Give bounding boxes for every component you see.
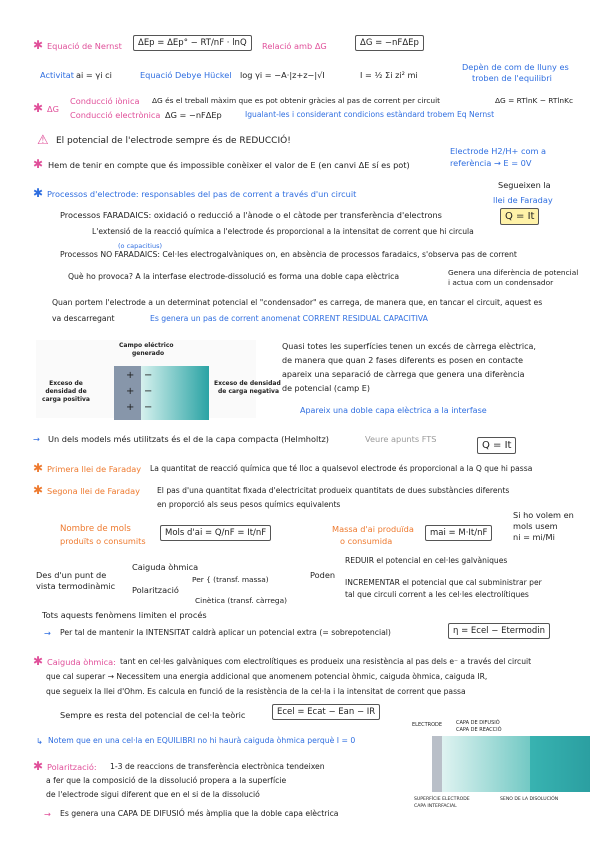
faraday2-text-1: El pas d'una quantitat fixada d'electricitat produeix quantitats de dues substàncies diferents: [157, 486, 510, 495]
star-icon: ✱: [33, 759, 44, 773]
minus-sign: −: [144, 402, 153, 413]
activitat-note-1: Depèn de com de lluny es: [462, 62, 569, 72]
dg-electronica: Conducció electrònica: [70, 110, 161, 120]
massa-label-2: o consumida: [340, 536, 393, 546]
star-icon: ✱: [33, 654, 44, 668]
fig1-text-3: apareix una separació de càrrega que genera una diferència: [282, 370, 525, 379]
provoca-result-2: i actua com un condensador: [448, 278, 554, 287]
punts-per: Per { (transf. massa): [192, 575, 269, 584]
star-icon: ✱: [33, 461, 44, 475]
star-icon: ✱: [33, 101, 44, 115]
plus-sign: +: [126, 402, 135, 413]
dg-label: ΔG: [47, 104, 59, 114]
caiguda-text-5: Notem que en una cel·la en EQUILIBRI no hi haurà caiguda òhmica perquè I = 0: [48, 736, 356, 745]
processos-nofaradaics: Processos NO FARADAICS: Cel·les electrogalvàniques on, en absència de processos faradaics, s'observa pas de corrent: [60, 250, 517, 259]
si-note-3: ni = mi/Mi: [513, 532, 555, 542]
punts-poden: Poden: [310, 570, 336, 580]
dg-text-1: ΔG és el treball màxim que es pot obtenir gràcies al pas de corrent per circuit: [152, 96, 441, 105]
processos-faradaics: Processos FARADAICS: oxidació o reducció a l'ànode o el càtode per transferència d'electrons: [60, 210, 442, 220]
provoca-result-1: Genera una diferència de potencial: [448, 268, 579, 277]
arrow-icon: →: [44, 628, 51, 638]
massa-label-1: Massa d'ai produïda: [332, 524, 414, 534]
caiguda-text-1: tant en cel·les galvàniques com electrolítiques es produeix una resistència al pas dels e⁻ a través del circuit: [120, 657, 532, 666]
caiguda-text-4: Sempre es resta del potencial de cel·la teòric: [60, 710, 246, 720]
quan-text-3: Es genera un pas de corrent anomenat CORRENT RESIDUAL CAPACITIVA: [150, 314, 428, 323]
dg-formula-2: ΔG = −nFΔEp: [165, 110, 222, 120]
mols-label-2: produïts o consumits: [60, 536, 146, 546]
si-note-2: mols usem: [513, 521, 558, 531]
fig2-bottom-2: SENO DE LA DISOLUCIÓN: [500, 797, 559, 802]
fig2-bottom-1b: CAPA INTERFACIAL: [414, 804, 457, 809]
plus-sign: +: [126, 386, 135, 397]
diffusion-region: [442, 736, 530, 792]
dg-formula: ΔG = −nFΔEp: [355, 35, 424, 51]
arrow-icon: →: [33, 434, 40, 444]
massa-formula: mai = M·It/nF: [425, 525, 492, 541]
nernst-label: Equació de Nernst: [47, 41, 122, 51]
minus-sign: −: [144, 386, 153, 397]
bulk-region: [530, 736, 590, 792]
caiguda-text-2: que cal superar → Necessitem una energia addicional que anomenem potencial òhmic, caiguda òhmica, caiguda IR,: [46, 672, 488, 681]
tots-text-2: Per tal de mantenir la INTENSITAT caldrà aplicar un potencial extra (= sobrepotencial): [60, 628, 391, 637]
sobrepotencial-formula: η = Ecel − Etermodin: [448, 623, 550, 639]
punts-reduir: REDUIR el potencial en cel·les galvàniques: [345, 556, 508, 565]
nernst-relation: Relació amb ΔG: [262, 41, 327, 51]
fig1-text-4: de potencial (camp E): [282, 384, 370, 393]
punts-caiguda: Caiguda òhmica: [132, 562, 199, 572]
faraday1-label: Primera llei de Faraday: [47, 464, 142, 474]
fig2-capa-2: CAPA DE REACCIÓ: [456, 727, 502, 733]
faraday1-text: La quantitat de reacció química que té lloc a qualsevol electrode és proporcional a la Q que hi passa: [150, 464, 533, 473]
mols-label-1: Nombre de mols: [60, 524, 131, 534]
diffusion-layer-figure: [410, 714, 595, 814]
model-text: Un dels models més utilitzats és el de la capa compacta (Helmholtz): [48, 434, 329, 444]
figure-title-1: Campo eléctrico: [119, 342, 174, 349]
model-formula: Q = It: [477, 437, 516, 454]
star-icon: ✱: [33, 38, 44, 52]
quan-text-1: Quan portem l'electrode a un determinat potencial el "condensador" es carrega, de manera que, en tancar el circuit, aquest es: [52, 298, 543, 307]
processos-title: Processos d'electrode: responsables del pas de corrent a través d'un circuit: [47, 189, 357, 199]
arrow-icon: →: [44, 809, 51, 819]
debye-formula: log γi = −A·|z+z−|√I: [240, 70, 325, 80]
activitat-label: Activitat: [40, 70, 75, 80]
warning-icon: ⚠: [37, 133, 49, 148]
quan-text-2: va descarregant: [52, 314, 115, 323]
polaritzacio-label: Polarització:: [47, 762, 97, 772]
faraday-note-1: Segueixen la: [498, 180, 551, 190]
activitat-formula: ai = γi ci: [76, 70, 112, 80]
provoca-question: Què ho provoca? A la interfase electrode-dissolució es forma una doble capa elèctrica: [68, 272, 400, 281]
left-label-3: carga positiva: [42, 396, 90, 403]
fig2-capa-1: CAPA DE DIFUSIÓ: [456, 720, 500, 726]
dg-formula-1: ΔG = RTlnK − RTlnKc: [495, 96, 574, 105]
plus-sign: +: [126, 370, 135, 381]
right-label-2: de carga negativa: [218, 388, 280, 395]
faradaics-sub: L'extensió de la reacció química a l'electrode és proporcional a la intensitat de corrent que hi circula: [92, 227, 474, 236]
nernst-formula: ΔEp = ΔEp° − RT/nF · lnQ: [133, 35, 252, 51]
polaritzacio-text-2: a fer que la composició de la dissolució propera a la superfície: [46, 776, 287, 785]
dg-nernst-note: Igualant-les i considerant condicions estàndard trobem Eq Nernst: [245, 110, 495, 119]
mols-formula: Mols d'ai = Q/nF = It/nF: [160, 525, 271, 541]
punts-left-1: Des d'un punt de: [36, 570, 107, 580]
star-icon: ✱: [33, 483, 44, 497]
activitat-note-2: troben de l'equilibri: [472, 73, 552, 83]
punts-left-2: vista termodinàmic: [36, 581, 116, 591]
fig1-text-5: Apareix una doble capa elèctrica a la interfase: [300, 406, 487, 415]
tots-text-1: Tots aquests fenòmens limiten el procés: [42, 610, 207, 620]
polaritzacio-text-1: 1-3 de reaccions de transferència electrònica tendeixen: [110, 762, 325, 771]
capacitius-note: (o capacitius): [118, 242, 163, 250]
faraday2-text-2: en proporció als seus pesos químics equivalents: [157, 500, 341, 509]
dg-ionica: Conducció iònica: [70, 96, 140, 106]
debye-label: Equació Debye Hückel: [140, 70, 232, 80]
punts-incrementar-1: INCREMENTAR el potencial que cal subministrar per: [345, 578, 542, 587]
fig1-text-2: de manera que quan 2 fases diferents es posen en contacte: [282, 356, 524, 365]
left-label-2: densidad de: [45, 388, 87, 395]
punts-polaritzacio: Polarització: [132, 585, 179, 595]
ionic-strength: I = ½ Σi zi² mi: [360, 70, 418, 80]
caiguda-label: Caiguda òhmica:: [47, 657, 116, 667]
polaritzacio-text-3: de l'electrode sigui diferent que en el si de la dissolució: [46, 790, 260, 799]
fig2-electrode: ELECTRODE: [412, 722, 443, 728]
faraday2-label: Segona llei de Faraday: [47, 486, 140, 496]
caiguda-text-3: que segueix la llei d'Ohm. Es calcula en funció de la resistència de la cel·la i la intensitat de corrent que passa: [46, 687, 466, 696]
reference-1: Electrode H2/H+ com a: [450, 146, 547, 156]
star-icon: ✱: [33, 157, 44, 171]
electrode-bar: [432, 736, 442, 792]
minus-sign: −: [144, 370, 153, 381]
polaritzacio-text-4: Es genera una CAPA DE DIFUSIÓ més àmplia que la doble capa elèctrica: [60, 809, 339, 818]
si-note-1: Si ho volem en: [513, 510, 574, 520]
double-layer-figure: [36, 340, 281, 418]
left-label-1: Exceso de: [49, 380, 83, 387]
faradaics-formula: Q = It: [500, 208, 539, 225]
faraday-note-2: llei de Faraday: [493, 195, 553, 205]
model-gray: Veure apunts FTS: [365, 434, 437, 444]
punts-incrementar-2: tal que circuli corrent a les cel·les electrolítiques: [345, 590, 529, 599]
arrow-icon: ↳: [36, 736, 43, 746]
fig1-text-1: Quasi totes les superfícies tenen un excés de càrrega elèctrica,: [282, 342, 536, 351]
fig2-bottom-1a: SUPERFÍCIE ELECTRODE: [414, 797, 470, 802]
reference-2: referència → E = 0V: [450, 158, 532, 168]
warning-text: El potencial de l'electrode sempre és de REDUCCIÓ!: [56, 136, 291, 146]
ecel-formula: Ecel = Ecat − Ean − IR: [272, 704, 380, 720]
punts-cinetica: Cinètica (transf. càrrega): [195, 596, 288, 605]
star-icon: ✱: [33, 186, 44, 200]
right-label-1: Exceso de densidad: [214, 380, 281, 387]
figure-title-2: generado: [132, 350, 165, 357]
impossible-text: Hem de tenir en compte que és impossible conèixer el valor de E (en canvi ΔE sí es pot): [48, 160, 410, 170]
